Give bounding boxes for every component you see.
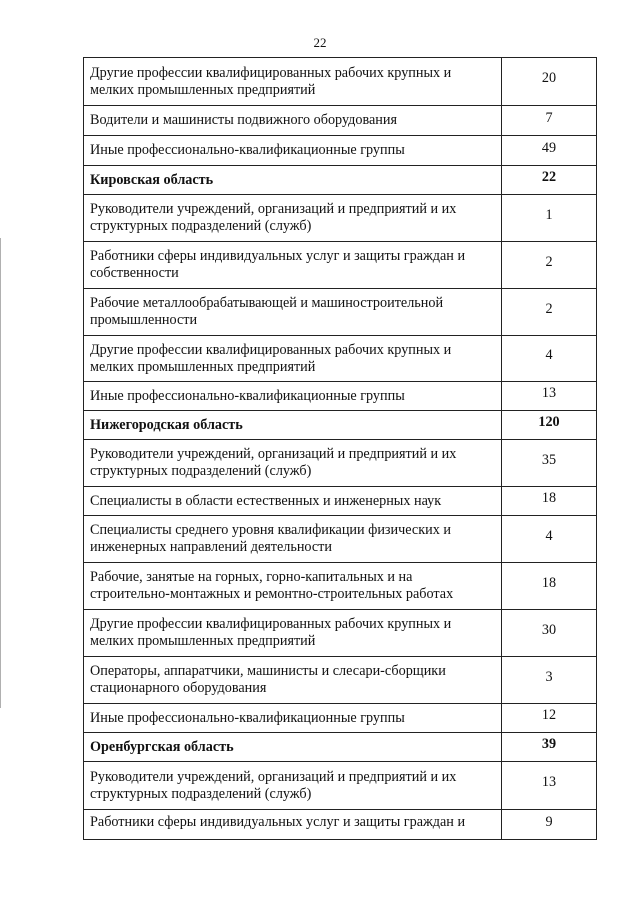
occupation-count: 35 [502, 440, 597, 487]
occupation-count: 49 [502, 136, 597, 166]
table-row [84, 657, 597, 704]
region-name: Нижегородская область [84, 411, 502, 440]
occupation-count: 7 [502, 106, 597, 136]
table-row [84, 289, 597, 336]
page-number: 22 [313, 35, 327, 50]
occupation-count: 3 [502, 657, 597, 704]
occupation-name: Руководители учреждений, организаций и предприятий и их структурных подразделений (служб) [84, 762, 502, 810]
region-total: 120 [502, 411, 597, 440]
region-row [84, 411, 597, 440]
occupation-name: Операторы, аппаратчики, машинисты и слесари-сборщики стационарного оборудования [84, 657, 502, 704]
table-row [84, 810, 597, 840]
region-row [84, 166, 597, 195]
table-row [84, 106, 597, 136]
table-row [84, 440, 597, 487]
occupation-count: 2 [502, 289, 597, 336]
region-total: 39 [502, 733, 597, 762]
occupation-name: Иные профессионально-квалификационные группы [84, 704, 502, 733]
occupation-count: 4 [502, 336, 597, 382]
table-row [84, 704, 597, 733]
table-row [84, 336, 597, 382]
occupation-count: 4 [502, 516, 597, 563]
occupation-count: 9 [502, 810, 597, 840]
occupation-count: 18 [502, 487, 597, 516]
occupation-count: 13 [502, 762, 597, 810]
occupation-name: Водители и машинисты подвижного оборудования [84, 106, 502, 136]
occupation-name: Специалисты среднего уровня квалификации физических и инженерных направлений деятельности [84, 516, 502, 563]
occupation-name: Руководители учреждений, организаций и предприятий и их структурных подразделений (служб) [84, 440, 502, 487]
table-row [84, 516, 597, 563]
occupation-count: 20 [502, 58, 597, 106]
scan-edge-mark [0, 238, 1, 708]
occupation-name: Рабочие, занятые на горных, горно-капитальных и на строительно-монтажных и ремонтно-строительных работах [84, 563, 502, 610]
occupations-table [83, 57, 597, 840]
occupation-name: Работники сферы индивидуальных услуг и защиты граждан и собственности [84, 242, 502, 289]
occupation-name: Руководители учреждений, организаций и предприятий и их структурных подразделений (служб) [84, 195, 502, 242]
table-row [84, 610, 597, 657]
occupation-name: Иные профессионально-квалификационные группы [84, 136, 502, 166]
table-row [84, 195, 597, 242]
region-name: Оренбургская область [84, 733, 502, 762]
occupation-count: 30 [502, 610, 597, 657]
region-name: Кировская область [84, 166, 502, 195]
table-row [84, 487, 597, 516]
occupation-count: 18 [502, 563, 597, 610]
occupation-name: Специалисты в области естественных и инженерных наук [84, 487, 502, 516]
table-row [84, 382, 597, 411]
occupation-name: Работники сферы индивидуальных услуг и защиты граждан и [84, 810, 502, 840]
table-row [84, 563, 597, 610]
occupation-name: Рабочие металлообрабатывающей и машиностроительной промышленности [84, 289, 502, 336]
occupation-name: Другие профессии квалифицированных рабочих крупных и мелких промышленных предприятий [84, 610, 502, 657]
table-row [84, 136, 597, 166]
occupation-name: Иные профессионально-квалификационные группы [84, 382, 502, 411]
region-total: 22 [502, 166, 597, 195]
region-row [84, 733, 597, 762]
occupation-name: Другие профессии квалифицированных рабочих крупных и мелких промышленных предприятий [84, 58, 502, 106]
occupation-count: 12 [502, 704, 597, 733]
table-row [84, 762, 597, 810]
occupation-count: 2 [502, 242, 597, 289]
table-row [84, 242, 597, 289]
occupation-count: 13 [502, 382, 597, 411]
occupation-count: 1 [502, 195, 597, 242]
table-row [84, 58, 597, 106]
occupation-name: Другие профессии квалифицированных рабочих крупных и мелких промышленных предприятий [84, 336, 502, 382]
